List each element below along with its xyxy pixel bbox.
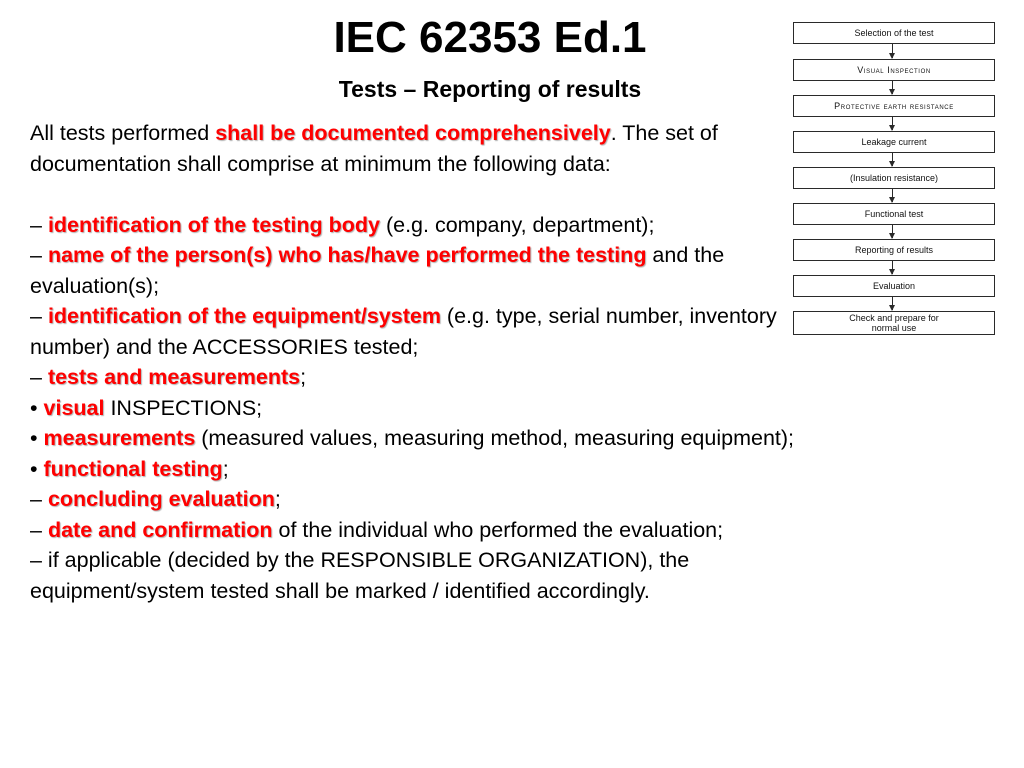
- text: and the evaluation(s);: [30, 243, 725, 298]
- dash: –: [30, 517, 48, 542]
- flowchart-step-evaluation: [793, 275, 995, 297]
- body-text: [30, 118, 808, 606]
- flowchart-step-check-prepare: [793, 311, 995, 335]
- flowchart-step-selection: [793, 22, 995, 44]
- flowchart-arrow: [892, 297, 893, 310]
- dash: –: [30, 487, 48, 511]
- highlight-text: date and confirmation: [47, 517, 273, 542]
- blank-line: [30, 179, 808, 210]
- bullet: •: [30, 426, 44, 450]
- flowchart-step-visual-inspection: [793, 59, 995, 81]
- paragraph-intro: [30, 118, 808, 179]
- highlight-text: measurements: [43, 426, 196, 450]
- flowchart-arrow: [892, 225, 893, 238]
- text: ;: [274, 487, 281, 511]
- highlight-text: concluding evaluation: [47, 487, 275, 511]
- flowchart-step-insulation-resistance: [793, 167, 995, 189]
- flowchart-step-label: Selection of the test: [854, 28, 934, 38]
- dash: –: [30, 365, 48, 389]
- item-concluding-evaluation: [30, 484, 808, 515]
- flowchart-arrow: [892, 81, 893, 94]
- test-sequence-flowchart: [780, 14, 1010, 344]
- flowchart-arrow: [892, 44, 893, 58]
- bullet: •: [30, 395, 44, 420]
- flowchart-step-label: (Insulation resistance): [849, 173, 939, 183]
- item-measurements: [30, 423, 808, 454]
- flowchart-step-label: Visual Inspection: [857, 65, 931, 75]
- item-marking: [30, 545, 808, 606]
- flowchart-arrow: [892, 261, 893, 274]
- dash: –: [30, 212, 48, 237]
- item-testing-body: [30, 210, 808, 241]
- text: . The set of documentation shall comprise at minimum the following data:: [30, 121, 718, 176]
- text: All tests performed: [30, 121, 216, 145]
- dash: –: [30, 304, 48, 328]
- dash: –: [30, 243, 48, 267]
- flowchart-arrow: [892, 153, 893, 166]
- item-tests-measurements: [30, 362, 808, 393]
- text: of the individual who performed the evaluation;: [272, 517, 724, 542]
- flowchart-step-label: Protective earth resistance: [834, 101, 954, 111]
- item-visual: [30, 393, 808, 424]
- flowchart-step-reporting: [793, 239, 995, 261]
- text: INSPECTIONS;: [104, 395, 263, 420]
- flowchart-step-protective-earth: [793, 95, 995, 117]
- flowchart-step-label: Reporting of results: [854, 245, 934, 255]
- text: ;: [222, 456, 229, 481]
- text: (e.g. type, serial number, inventory number) and the ACCESSORIES tested;: [30, 304, 777, 359]
- text: (e.g. company, department);: [379, 212, 655, 237]
- item-date-confirmation: [30, 515, 808, 546]
- slide-subtitle: Tests – Reporting of results: [338, 76, 642, 102]
- highlight-text: visual: [43, 395, 105, 420]
- flowchart-step-functional-test: [793, 203, 995, 225]
- flowchart-step-label: Evaluation: [872, 281, 916, 291]
- flowchart-arrow: [892, 189, 893, 202]
- flowchart-arrow: [892, 117, 893, 130]
- flowchart-step-leakage-current: [793, 131, 995, 153]
- slide-title: IEC 62353 Ed.1: [333, 13, 647, 62]
- text: – if applicable (decided by the RESPONSIBLE ORGANIZATION), the equipment/system tested shall be marked / identified accordingly.: [30, 548, 690, 603]
- highlight-text: functional testing: [43, 456, 223, 481]
- highlight-text: name of the person(s) who has/have performed the testing: [47, 243, 647, 267]
- item-equipment-id: [30, 301, 808, 362]
- highlight-text: tests and measurements: [47, 365, 301, 389]
- bullet: •: [30, 456, 44, 481]
- text: ;: [300, 365, 307, 389]
- item-functional-testing: [30, 454, 808, 485]
- flowchart-step-label: Leakage current: [861, 137, 927, 147]
- highlight-text: identification of the testing body: [47, 212, 380, 237]
- flowchart-step-label: Functional test: [864, 209, 924, 219]
- item-person-name: [30, 240, 808, 301]
- highlight-text: shall be documented comprehensively: [215, 121, 611, 145]
- text: (measured values, measuring method, measuring equipment);: [195, 426, 795, 450]
- highlight-text: identification of the equipment/system: [47, 304, 441, 328]
- flowchart-step-label: Check and prepare for normal use: [849, 313, 939, 333]
